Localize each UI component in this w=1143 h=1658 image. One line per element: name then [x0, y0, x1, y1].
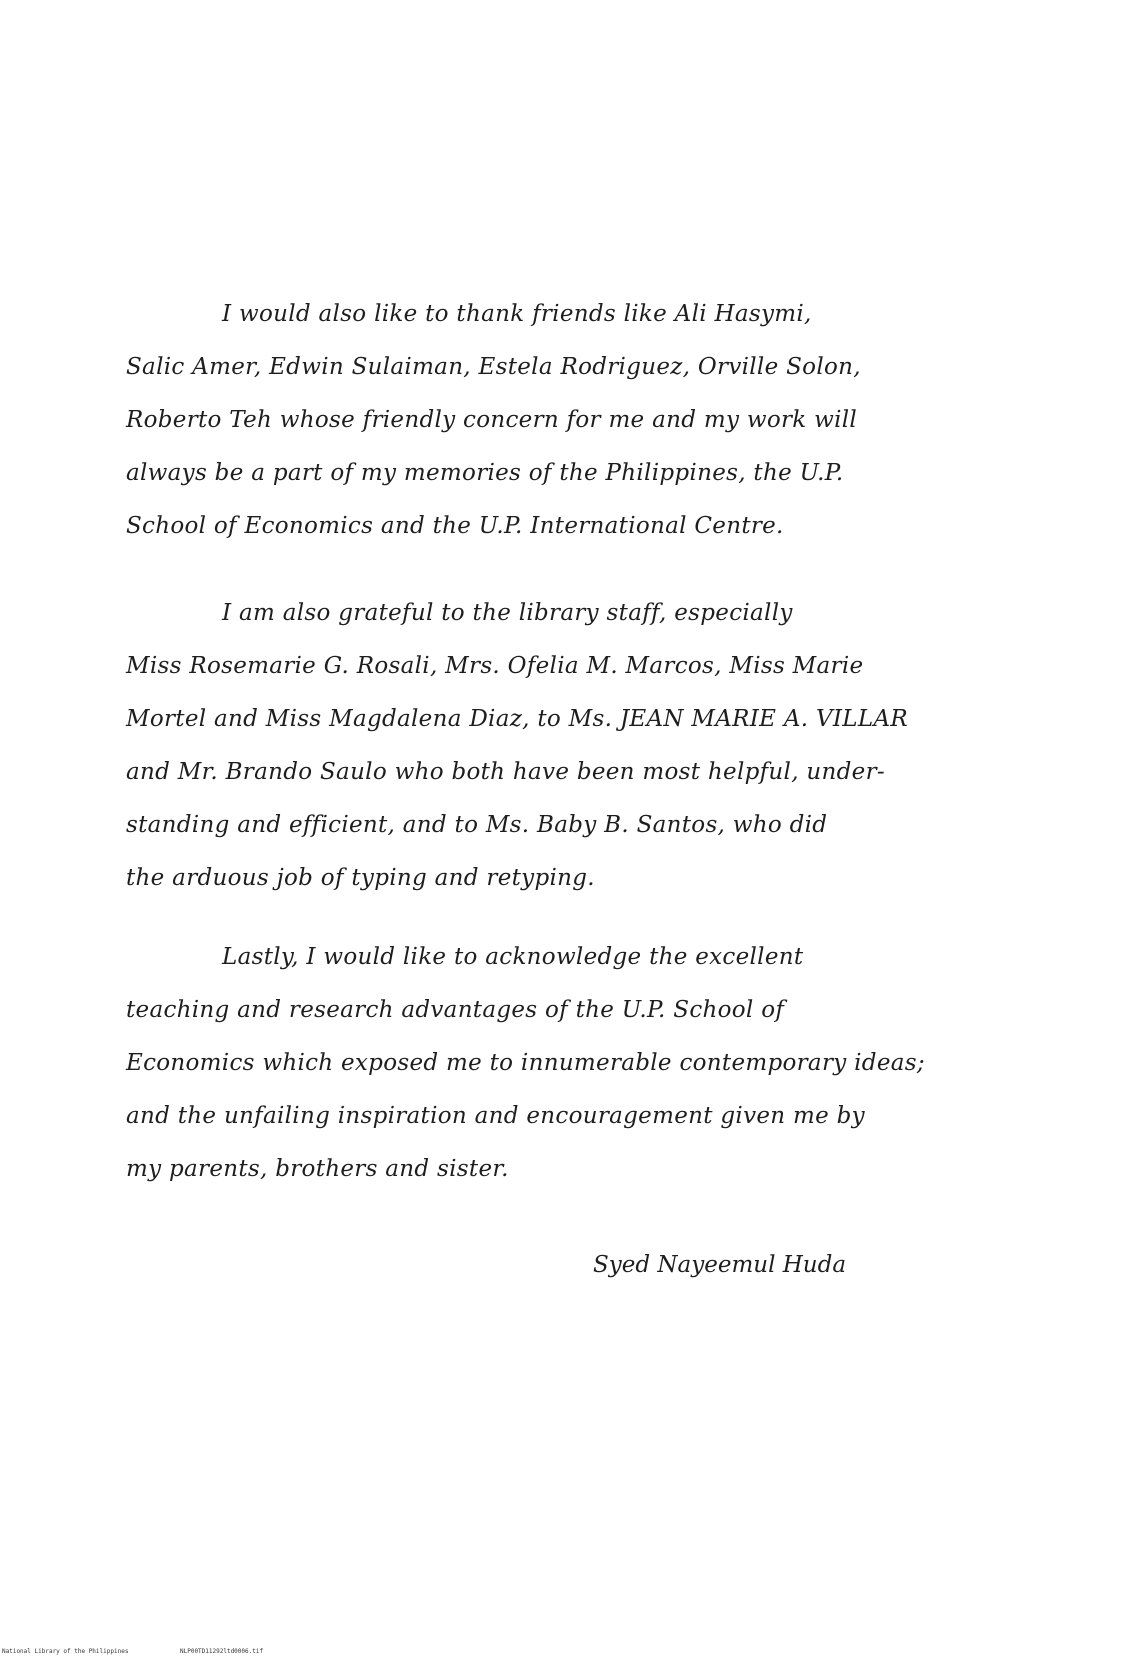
paragraph-line: and the unfailing inspiration and encouragement given me by: [126, 1103, 865, 1129]
acknowledgement-paragraph-1: [126, 288, 956, 553]
paragraph-line: Economics which exposed me to innumerable contemporary ideas;: [126, 1050, 925, 1076]
footer-library-label: National Library of the Philippines: [2, 1648, 129, 1655]
paragraph-line: my parents, brothers and sister.: [126, 1156, 509, 1182]
paragraph-line: I would also like to thank friends like Ali Hasymi,: [222, 301, 812, 327]
author-signature: Syed Nayeemul Huda: [593, 1252, 847, 1278]
paragraph-line: Miss Rosemarie G. Rosali, Mrs. Ofelia M. Marcos, Miss Marie: [126, 653, 864, 679]
paragraph-line: Salic Amer, Edwin Sulaiman, Estela Rodriguez, Orville Solon,: [126, 354, 861, 380]
paragraph-line: always be a part of my memories of the Philippines, the U.P.: [126, 460, 844, 486]
paragraph-line: Lastly, I would like to acknowledge the excellent: [222, 944, 804, 970]
paragraph-line: and Mr. Brando Saulo who both have been most helpful, under-: [126, 759, 885, 785]
paragraph-line: I am also grateful to the library staff, especially: [222, 600, 793, 626]
paragraph-line: standing and efficient, and to Ms. Baby B. Santos, who did: [126, 812, 828, 838]
footer-file-name: NLP00TD11292ltd0006.tif: [180, 1648, 264, 1655]
paragraph-line: Mortel and Miss Magdalena Diaz, to Ms. JEAN MARIE A. VILLAR: [126, 706, 908, 732]
paragraph-line: School of Economics and the U.P. International Centre.: [126, 513, 784, 539]
paragraph-line: the arduous job of typing and retyping.: [126, 865, 595, 891]
acknowledgement-paragraph-3: [126, 931, 956, 1196]
paragraph-line: teaching and research advantages of the U.P. School of: [126, 997, 785, 1023]
paragraph-line: Roberto Teh whose friendly concern for me and my work will: [126, 407, 858, 433]
acknowledgement-paragraph-2: [126, 587, 956, 905]
